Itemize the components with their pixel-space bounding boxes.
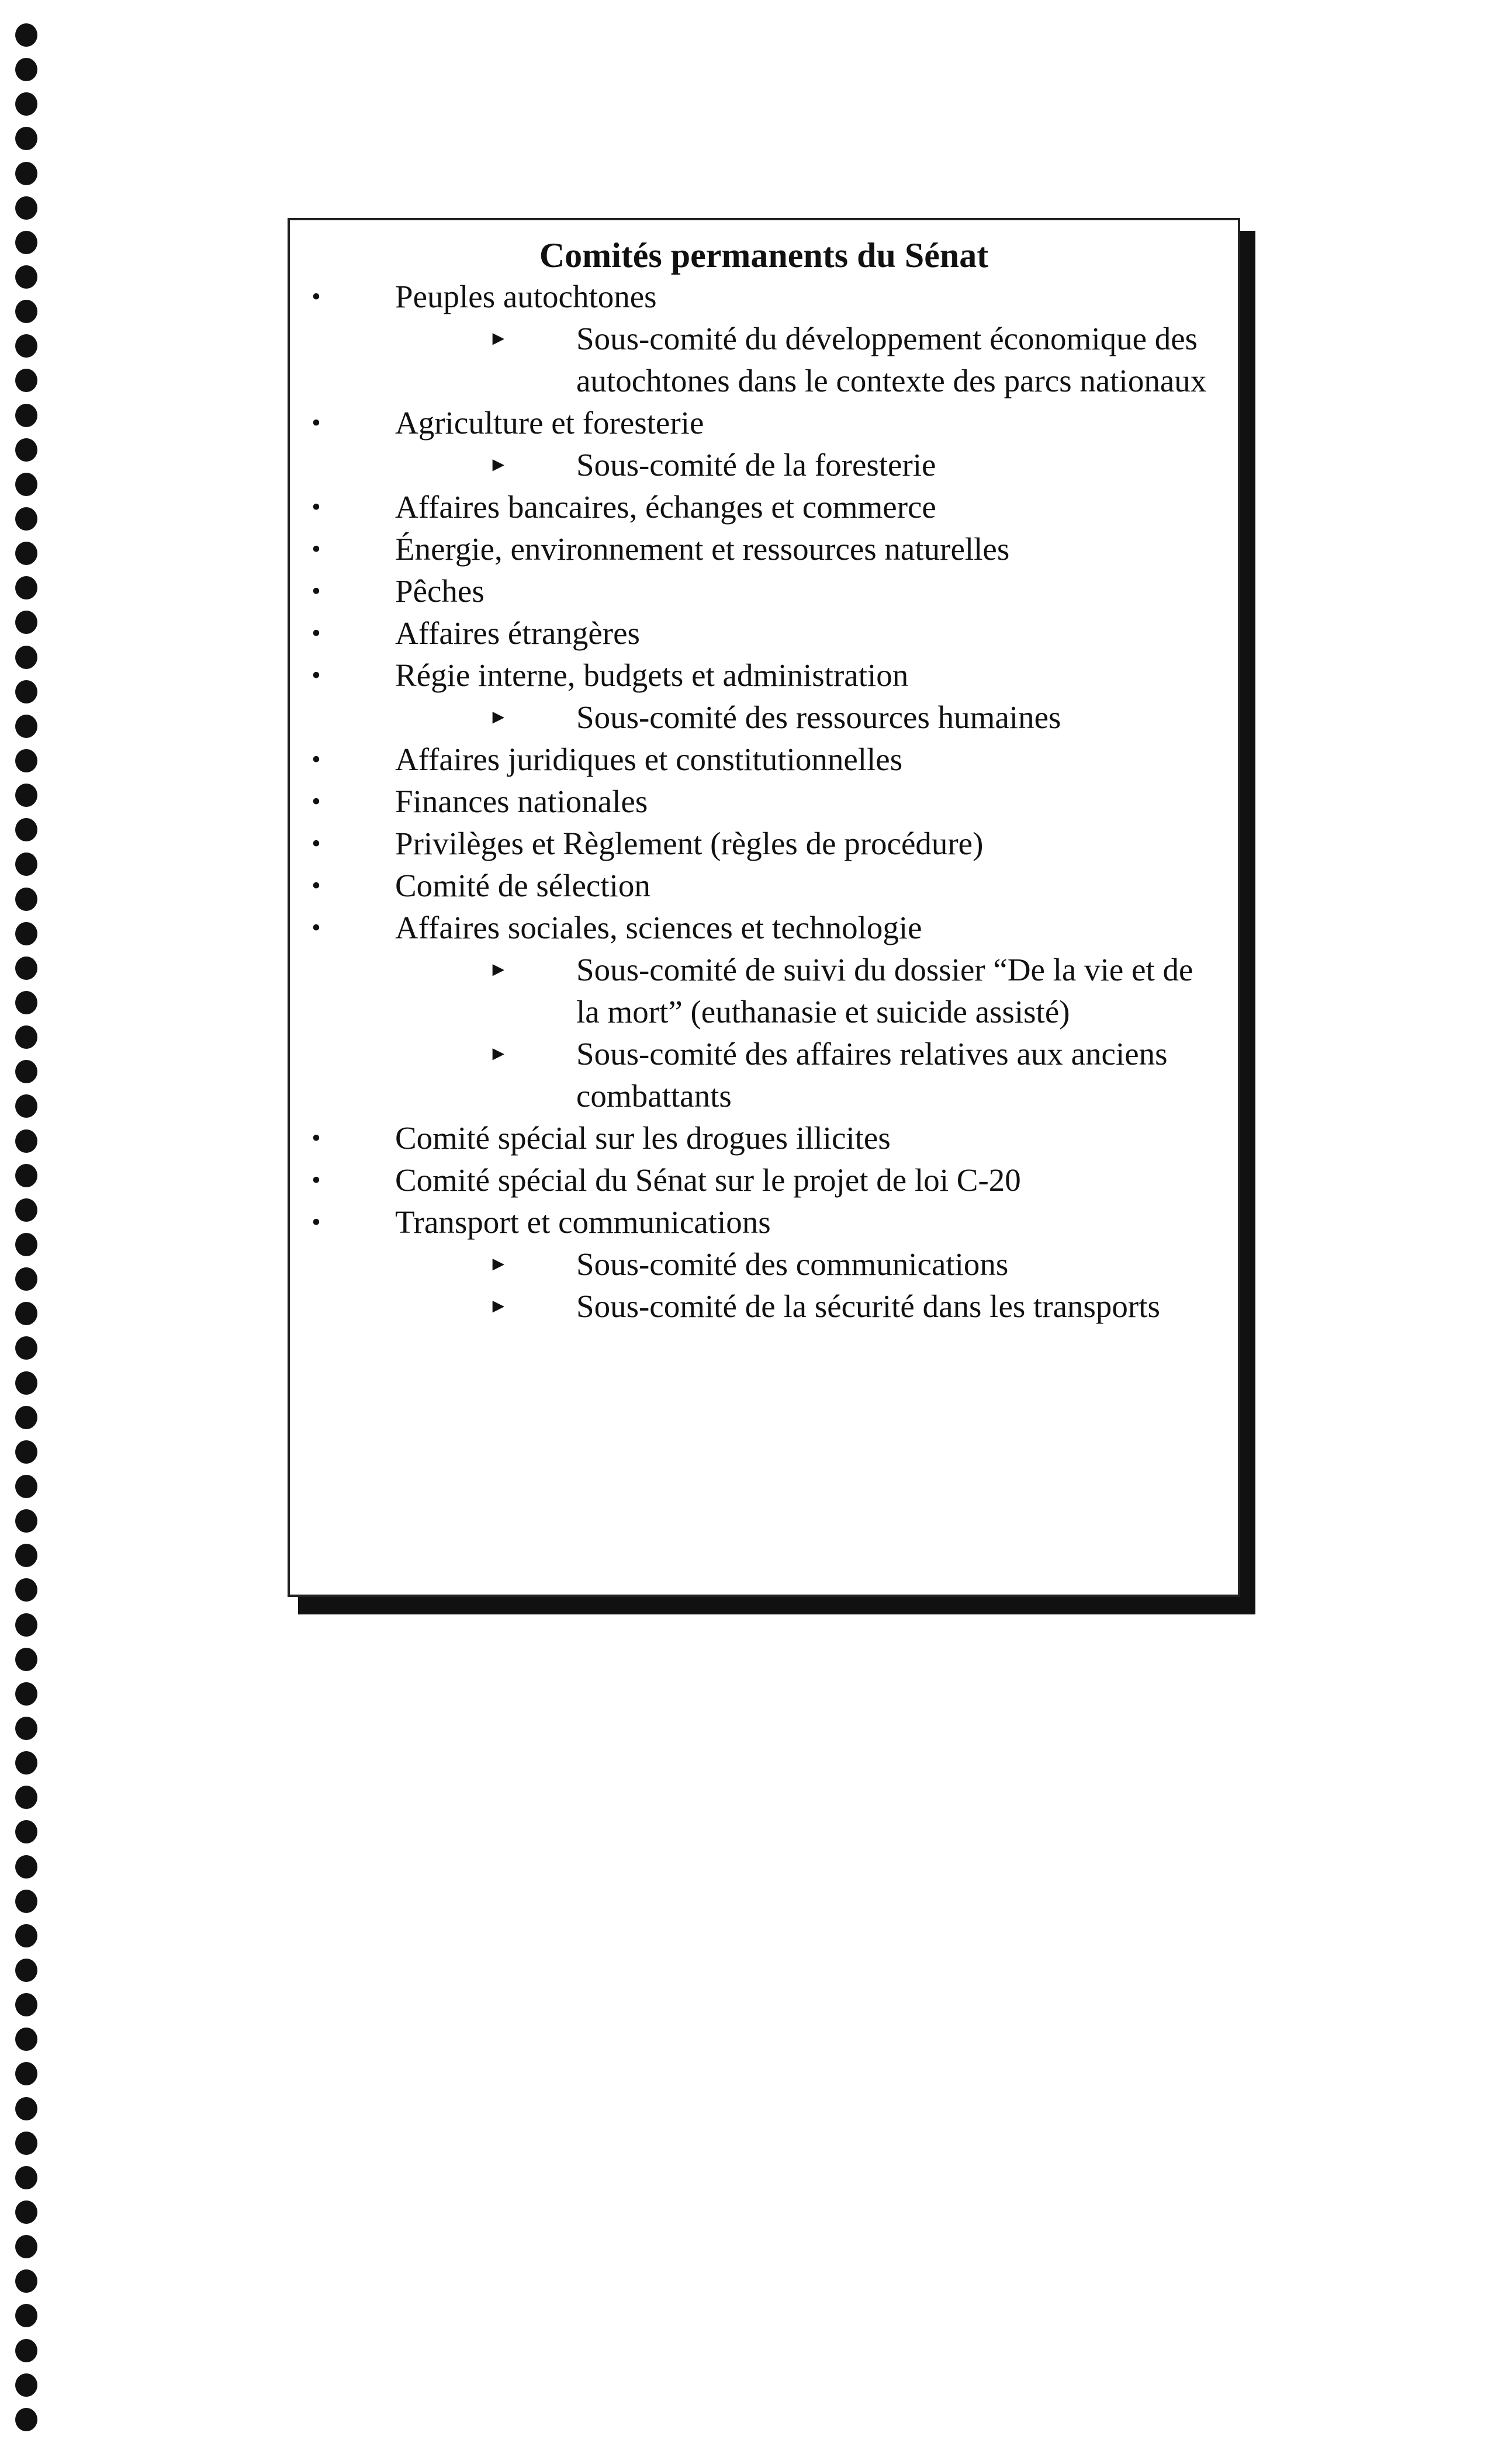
binder-hole [15,852,37,876]
binder-hole [15,611,37,634]
bullet-icon: • [312,787,321,816]
committee-item [290,739,1238,781]
binder-hole [15,369,37,392]
bullet-icon: • [312,535,321,563]
binder-hole [15,334,37,358]
binder-hole [15,92,37,116]
binder-hole [15,2166,37,2189]
binder-hole [15,1267,37,1291]
committee-label: Agriculture et foresterie [395,405,704,441]
binder-hole [15,1164,37,1187]
binder-hole [15,1440,37,1464]
committee-row [290,1117,1238,1159]
binder-hole [15,2373,37,2397]
committee-label: Pêches [395,573,485,609]
binder-hole [15,1717,37,1740]
binder-hole [15,749,37,772]
binder-hole [15,1233,37,1256]
subcommittee-label: Sous-comité de la sécurité dans les transports [576,1288,1160,1324]
committee-label: Finances nationales [395,784,648,819]
committee-label: Affaires étrangères [395,615,640,651]
binder-hole [15,196,37,220]
committee-row [290,865,1238,907]
binder-hole [15,1094,37,1118]
binder-hole [15,1890,37,1913]
binder-hole [15,1129,37,1153]
binder-hole [15,542,37,565]
committee-row [290,276,1238,318]
binder-hole [15,438,37,462]
committee-label: Énergie, environnement et ressources naturelles [395,531,1010,567]
binder-hole [15,2028,37,2051]
binder-hole [15,231,37,254]
committee-row [290,781,1238,823]
bullet-icon: • [312,829,321,858]
binder-hole [15,1302,37,1325]
committee-item [290,276,1238,402]
binder-hole [15,1648,37,1671]
binder-hole [15,1820,37,1843]
binder-hole [15,265,37,289]
bullet-icon: • [312,661,321,689]
bullet-icon: • [312,1124,321,1152]
binder-hole [15,888,37,911]
committee-row [290,612,1238,654]
subcommittee-item [290,696,1238,739]
binder-hole [15,1544,37,1567]
binder-hole [15,1613,37,1637]
binder-holes [15,23,41,2448]
binder-hole [15,1509,37,1533]
binder-hole [15,1751,37,1775]
subcommittee-item [290,1033,1238,1117]
committee-list [290,276,1238,1328]
bullet-icon: • [312,619,321,647]
binder-hole [15,1578,37,1602]
binder-hole [15,473,37,496]
bullet-icon: • [312,282,321,311]
subcommittee-list [290,444,1238,486]
bullet-icon: • [312,871,321,900]
subcommittee-item [290,444,1238,486]
committee-row [290,739,1238,781]
committee-label: Transport et communications [395,1204,771,1240]
committee-row [290,823,1238,865]
binder-hole [15,1198,37,1222]
subcommittee-list [290,318,1238,402]
committee-row [290,486,1238,528]
binder-hole [15,1924,37,1947]
committee-item [290,402,1238,486]
committee-item [290,1159,1238,1201]
committee-label: Peuples autochtones [395,279,657,314]
bullet-icon: • [312,913,321,942]
binder-hole [15,2132,37,2155]
subcommittee-item [290,949,1238,1033]
committee-item [290,823,1238,865]
subcommittee-list [290,949,1238,1117]
committee-row [290,907,1238,949]
committee-row [290,528,1238,570]
committee-label: Régie interne, budgets et administration [395,657,909,693]
committee-label: Privilèges et Règlement (règles de procédure) [395,826,984,861]
subcommittee-item [290,318,1238,402]
binder-hole [15,1060,37,1083]
binder-hole [15,2062,37,2085]
binder-hole [15,1406,37,1429]
subcommittee-item [290,1285,1238,1328]
binder-hole [15,922,37,945]
committee-item [290,612,1238,654]
committee-item [290,1117,1238,1159]
committee-item [290,781,1238,823]
binder-hole [15,646,37,669]
triangle-right-icon: ► [489,959,508,980]
committee-row [290,1201,1238,1243]
committee-item [290,486,1238,528]
subcommittee-label: Sous-comité de suivi du dossier “De la vie et de la mort” (euthanasie et suicide assisté) [576,952,1193,1030]
binder-hole [15,300,37,323]
committee-item [290,907,1238,1117]
committee-label: Affaires bancaires, échanges et commerce [395,489,936,525]
committee-card [288,218,1240,1597]
committee-label: Comité spécial sur les drogues illicites [395,1120,891,1156]
bullet-icon: • [312,577,321,605]
binder-hole [15,404,37,427]
subcommittee-label: Sous-comité du développement économique des autochtones dans le contexte des parcs nationaux [576,321,1207,398]
committee-item [290,654,1238,739]
bullet-icon: • [312,408,321,437]
bullet-icon: • [312,1208,321,1236]
binder-hole [15,818,37,841]
binder-hole [15,1682,37,1706]
bullet-icon: • [312,745,321,774]
binder-hole [15,1336,37,1360]
binder-hole [15,58,37,81]
binder-hole [15,162,37,185]
binder-hole [15,1855,37,1879]
binder-hole [15,2200,37,2224]
bullet-icon: • [312,1166,321,1194]
committee-item [290,865,1238,907]
binder-hole [15,784,37,807]
binder-hole [15,23,37,47]
binder-hole [15,1475,37,1498]
subcommittee-label: Sous-comité des affaires relatives aux anciens combattants [576,1036,1168,1114]
binder-hole [15,507,37,531]
binder-hole [15,2235,37,2258]
triangle-right-icon: ► [489,454,508,476]
binder-hole [15,715,37,738]
triangle-right-icon: ► [489,1295,508,1317]
triangle-right-icon: ► [489,328,508,349]
committee-label: Affaires juridiques et constitutionnelles [395,741,903,777]
bullet-icon: • [312,493,321,521]
binder-hole [15,1993,37,2016]
subcommittee-item [290,1243,1238,1285]
card-title: Comités permanents du Sénat [539,236,989,275]
binder-hole [15,2339,37,2362]
binder-hole [15,2304,37,2327]
subcommittee-label: Sous-comité des communications [576,1246,1009,1282]
binder-hole [15,576,37,599]
triangle-right-icon: ► [489,1043,508,1065]
committee-label: Comité de sélection [395,868,650,903]
committee-item [290,570,1238,612]
subcommittee-list [290,696,1238,739]
committee-item [290,1201,1238,1328]
committee-row [290,1159,1238,1201]
subcommittee-label: Sous-comité de la foresterie [576,447,936,483]
binder-hole [15,1025,37,1049]
committee-row [290,654,1238,696]
triangle-right-icon: ► [489,706,508,728]
committee-row [290,570,1238,612]
binder-hole [15,1371,37,1395]
binder-hole [15,991,37,1014]
binder-hole [15,1959,37,1982]
subcommittee-label: Sous-comité des ressources humaines [576,699,1061,735]
committee-label: Comité spécial du Sénat sur le projet de loi C-20 [395,1162,1021,1198]
binder-hole [15,127,37,150]
binder-hole [15,957,37,980]
binder-hole [15,1786,37,1809]
binder-hole [15,2269,37,2293]
committee-row [290,402,1238,444]
binder-hole [15,680,37,703]
triangle-right-icon: ► [489,1253,508,1275]
committee-label: Affaires sociales, sciences et technologie [395,910,922,945]
subcommittee-list [290,1243,1238,1328]
binder-hole [15,2097,37,2120]
committee-item [290,528,1238,570]
binder-hole [15,2408,37,2431]
